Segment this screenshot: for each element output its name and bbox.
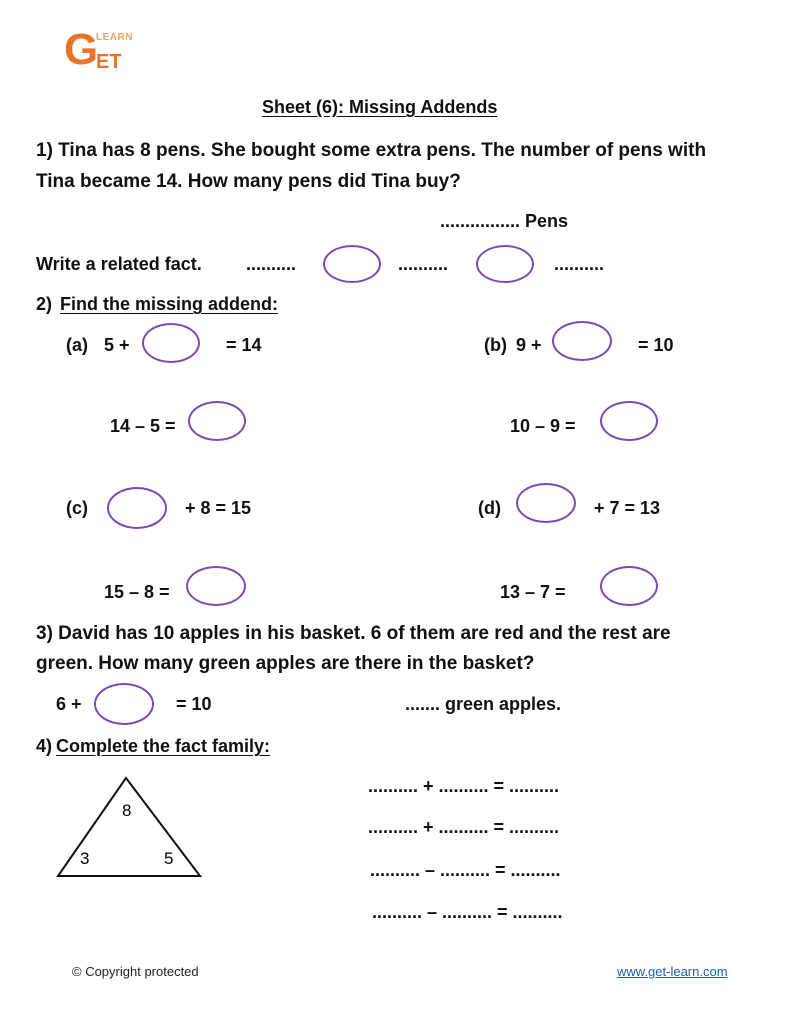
q2b-sub: 10 – 9 =: [510, 416, 576, 436]
logo-g: G: [64, 25, 99, 74]
q2-heading: Find the missing addend:: [60, 294, 279, 314]
triangle-left-number: 3: [80, 849, 90, 868]
q1-line2: Tina became 14. How many pens did Tina buy?: [36, 171, 461, 192]
q3-answer[interactable]: ....... green apples.: [405, 694, 562, 714]
q1-operator-oval-1[interactable]: [323, 245, 381, 283]
q3-line2: green. How many green apples are there in the basket?: [36, 653, 535, 674]
fact-row-2[interactable]: .......... + .......... = ..........: [368, 817, 560, 837]
page-title: Sheet (6): Missing Addends: [262, 97, 498, 117]
q4-heading: Complete the fact family:: [56, 736, 271, 756]
q1-blank-3[interactable]: ..........: [554, 254, 605, 274]
q1-operator-oval-2[interactable]: [476, 245, 534, 283]
website-link[interactable]: www.get-learn.com: [617, 964, 728, 979]
q2a-sub-oval[interactable]: [188, 401, 246, 441]
q2c-right: + 8 = 15: [185, 498, 252, 518]
fact-row-1[interactable]: .......... + .......... = ..........: [368, 776, 560, 796]
q2d-label: (d): [478, 498, 501, 518]
fact-family-triangle: [50, 770, 210, 885]
q2d-sub: 13 – 7 =: [500, 582, 566, 602]
copyright-notice: © Copyright protected: [72, 964, 199, 979]
q1-line1: 1) Tina has 8 pens. She bought some extra pens. The number of pens with: [36, 140, 707, 161]
q2c-sub-oval[interactable]: [186, 566, 246, 606]
triangle-top-number: 8: [122, 801, 132, 820]
q2c-answer-oval[interactable]: [107, 487, 167, 529]
q2d-right: + 7 = 13: [594, 498, 661, 518]
q1-answer-blank[interactable]: ................ Pens: [440, 211, 569, 231]
q2a-answer-oval[interactable]: [142, 323, 200, 363]
q2b-label: (b): [484, 335, 507, 355]
q2d-sub-oval[interactable]: [600, 566, 658, 606]
logo-learn: LEARN: [96, 32, 133, 43]
q4-heading-num: 4): [36, 736, 53, 756]
q1-related-label: Write a related fact.: [36, 254, 202, 274]
q1-blank-1[interactable]: ..........: [246, 254, 297, 274]
logo-et: ET: [96, 51, 122, 73]
q2c-label: (c): [66, 498, 88, 518]
q3-answer-oval[interactable]: [94, 683, 154, 725]
q2b-answer-oval[interactable]: [552, 321, 612, 361]
q2a-right: = 14: [226, 335, 262, 355]
q2d-answer-oval[interactable]: [516, 483, 576, 523]
q2-heading-num: 2): [36, 294, 53, 314]
q2b-left: 9 +: [516, 335, 542, 355]
q2c-sub: 15 – 8 =: [104, 582, 170, 602]
fact-row-3[interactable]: .......... – .......... = ..........: [370, 860, 561, 880]
q3-right: = 10: [176, 694, 212, 714]
q2a-sub: 14 – 5 =: [110, 416, 176, 436]
q3-left: 6 +: [56, 694, 82, 714]
q2a-label: (a): [66, 335, 88, 355]
q2a-left: 5 +: [104, 335, 130, 355]
q1-blank-2[interactable]: ..........: [398, 254, 449, 274]
fact-row-4[interactable]: .......... – .......... = ..........: [372, 902, 563, 922]
triangle-right-number: 5: [164, 849, 174, 868]
q2b-sub-oval[interactable]: [600, 401, 658, 441]
q3-line1: 3) David has 10 apples in his basket. 6 of them are red and the rest are: [36, 623, 671, 644]
q2b-right: = 10: [638, 335, 674, 355]
